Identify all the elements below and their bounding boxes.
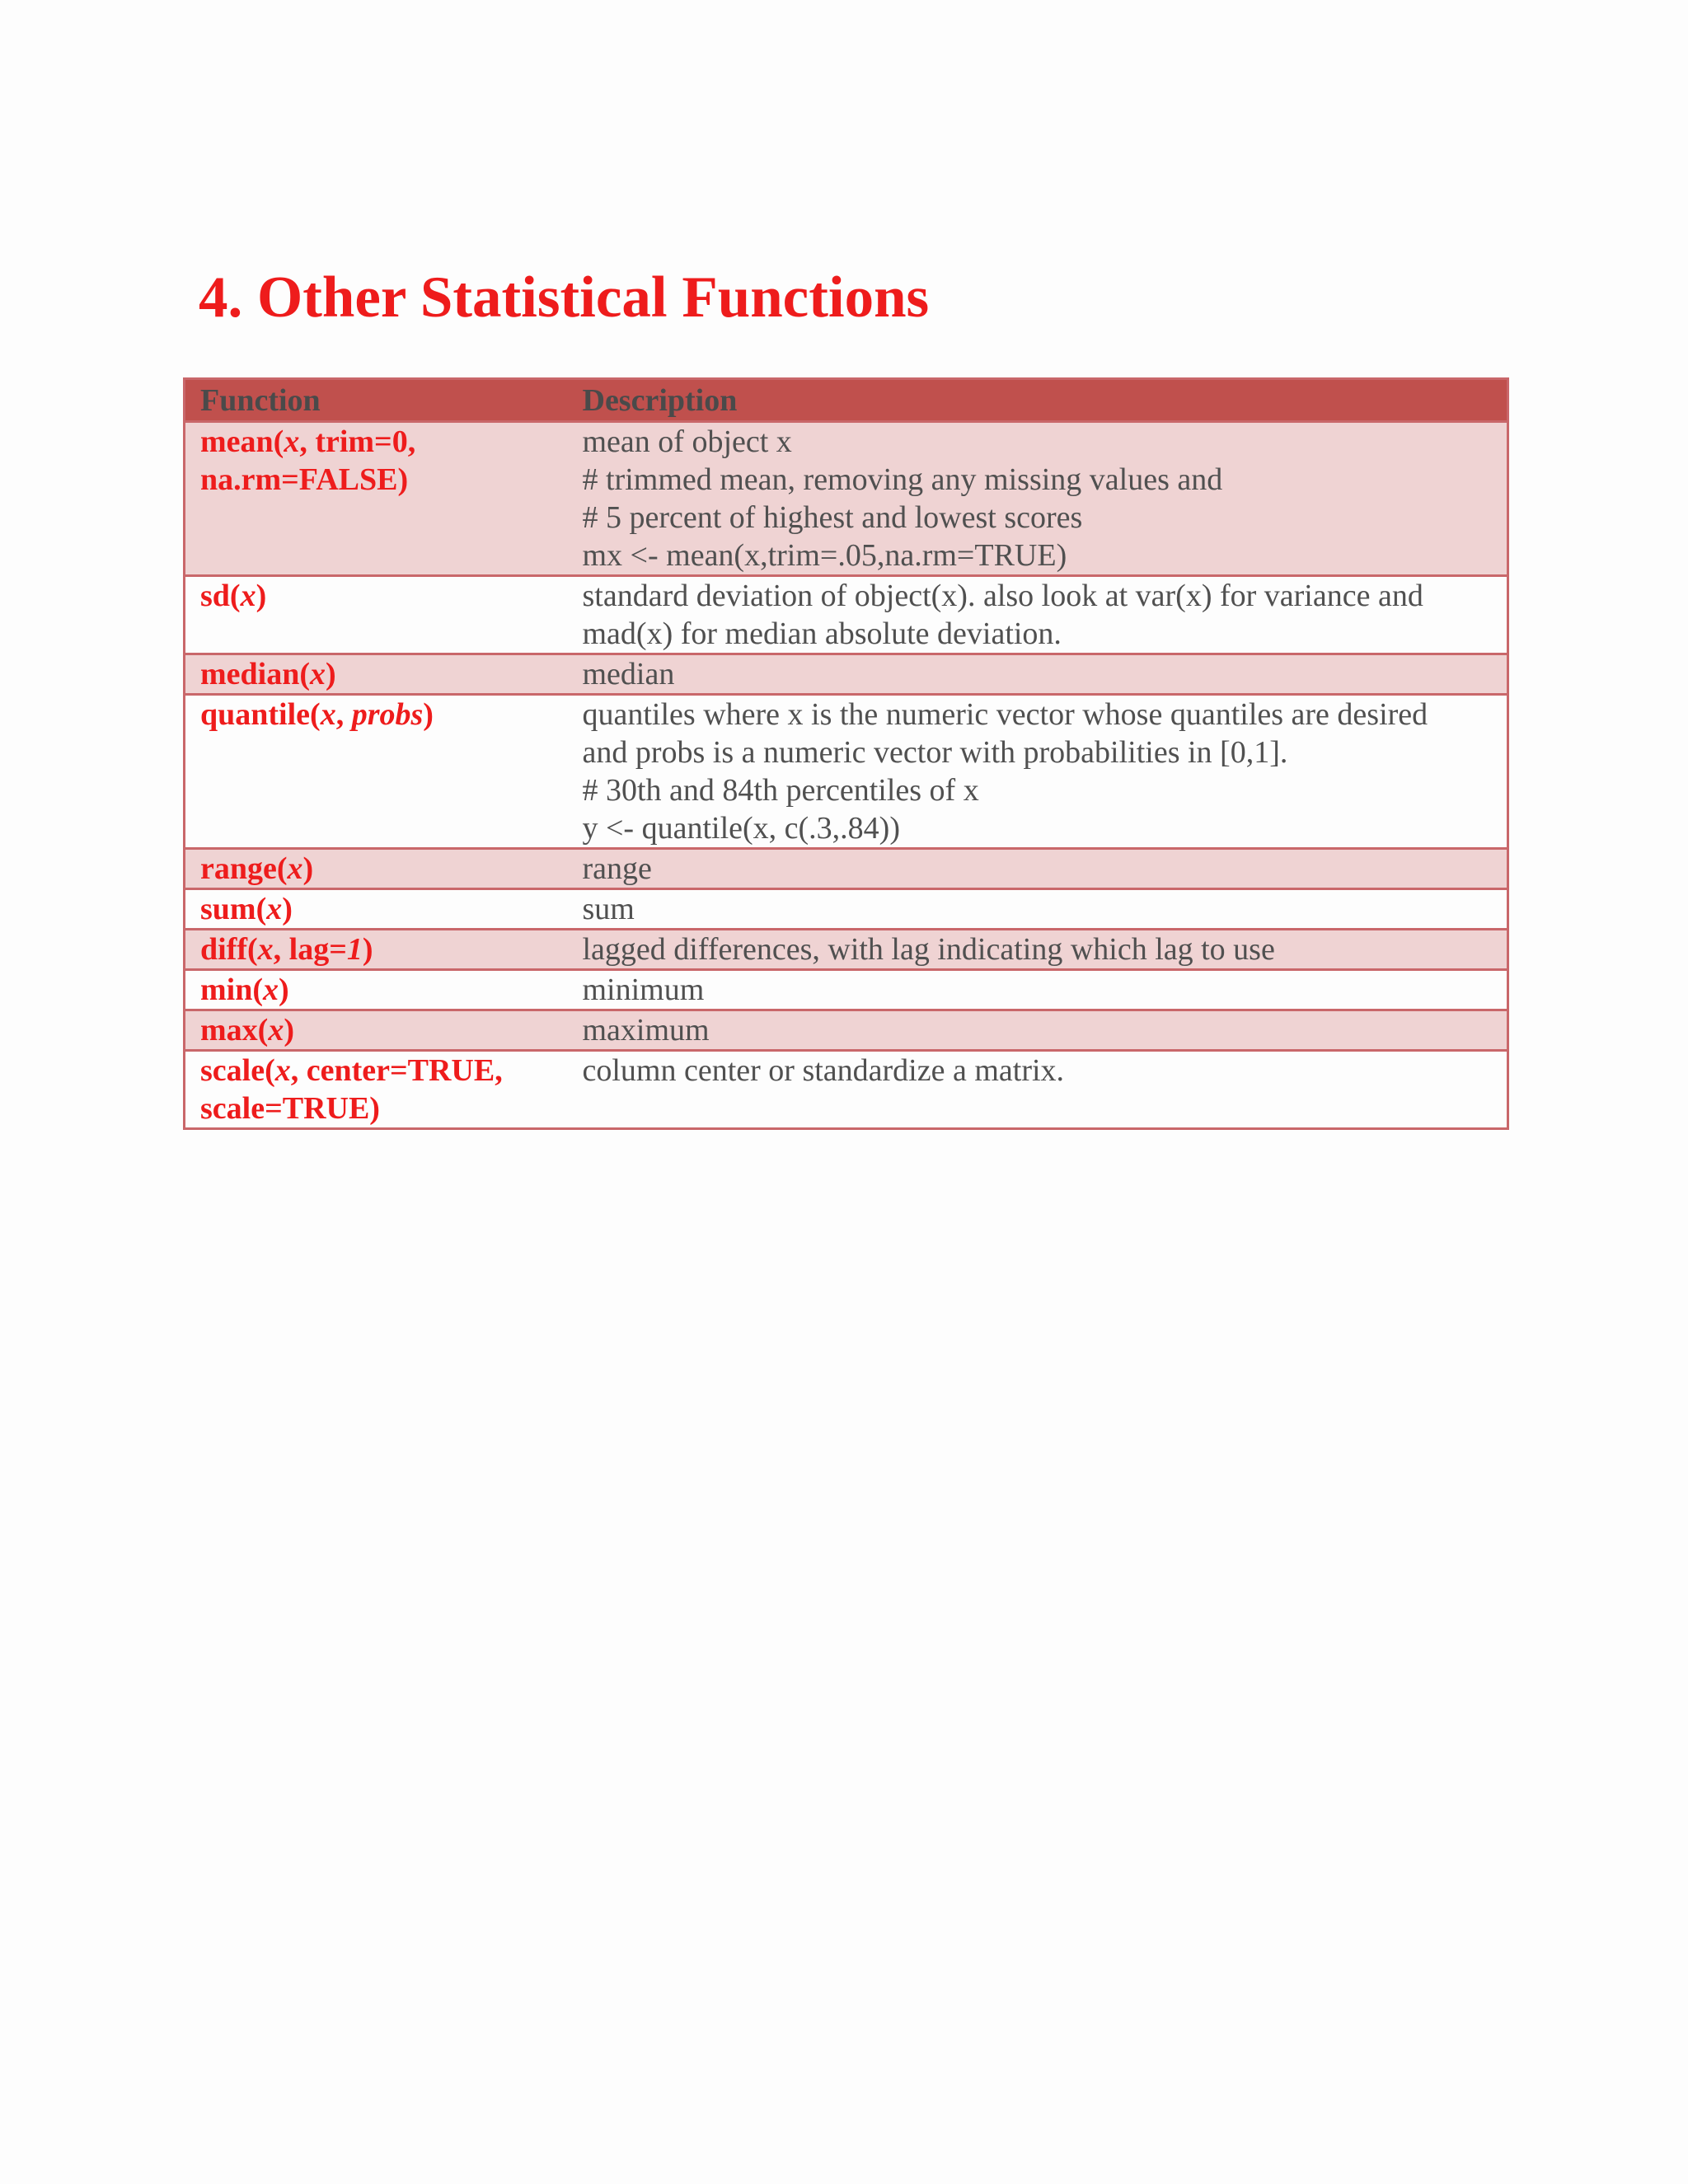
description-line: minimum (582, 972, 705, 1007)
function-cell (185, 970, 568, 1010)
description-cell (568, 930, 1508, 970)
table-row (185, 576, 1508, 654)
function-text: min( (200, 972, 263, 1007)
function-arg: x (268, 1013, 284, 1047)
description-cell (568, 970, 1508, 1010)
function-text: , center=TRUE, (290, 1053, 503, 1088)
function-line (200, 1052, 553, 1090)
table-row (185, 422, 1508, 576)
table-row (185, 889, 1508, 930)
function-text: ) (302, 851, 314, 886)
function-text: , lag= (273, 932, 347, 967)
description-line: median (582, 657, 675, 691)
description-line: sum (582, 892, 635, 926)
description-line: # 5 percent of highest and lowest scores (582, 500, 1083, 535)
function-text: , trim=0, (299, 424, 416, 459)
description-cell (568, 849, 1508, 889)
function-line (200, 655, 553, 693)
function-text: ) (256, 579, 267, 613)
function-text: median( (200, 657, 310, 691)
description-line: and probs is a numeric vector with probabilities in [0,1]. (582, 735, 1288, 770)
function-line (200, 1011, 553, 1049)
table-row (185, 654, 1508, 695)
function-cell (185, 1010, 568, 1051)
table-row (185, 1010, 1508, 1051)
function-arg: x (284, 424, 300, 459)
description-line: standard deviation of object(x). also look at var(x) for variance and (582, 579, 1423, 613)
function-cell (185, 576, 568, 654)
function-arg: x (263, 972, 279, 1007)
table-row (185, 970, 1508, 1010)
function-arg: x (240, 579, 256, 613)
description-cell (568, 654, 1508, 695)
function-line (200, 971, 553, 1009)
function-cell (185, 849, 568, 889)
function-text: sd( (200, 579, 241, 613)
description-line: lagged differences, with lag indicating which lag to use (582, 932, 1275, 967)
function-text: quantile( (200, 697, 321, 732)
function-arg: 1 (346, 932, 363, 967)
function-arg: x (257, 932, 274, 967)
description-line: column center or standardize a matrix. (582, 1053, 1065, 1088)
description-line: # 30th and 84th percentiles of x (582, 773, 979, 808)
function-arg: x (310, 657, 326, 691)
description-cell (568, 889, 1508, 930)
description-cell (568, 1010, 1508, 1051)
function-text: diff( (200, 932, 258, 967)
function-text: , (335, 697, 352, 732)
table-row (185, 930, 1508, 970)
description-line: y <- quantile(x, c(.3,.84)) (582, 811, 900, 846)
function-cell (185, 889, 568, 930)
table-row (185, 1051, 1508, 1129)
function-text: range( (200, 851, 288, 886)
function-text: ) (326, 657, 336, 691)
function-text: mean( (200, 424, 284, 459)
description-line: mad(x) for median absolute deviation. (582, 616, 1062, 651)
description-line: maximum (582, 1013, 710, 1047)
description-cell (568, 695, 1508, 849)
function-arg: x (274, 1053, 291, 1088)
function-text: max( (200, 1013, 269, 1047)
description-line: mean of object x (582, 424, 792, 459)
function-text: ) (279, 972, 289, 1007)
function-cell (185, 654, 568, 695)
function-cell (185, 1051, 568, 1129)
function-line (200, 423, 553, 461)
function-cell (185, 422, 568, 576)
header-function: Function (185, 379, 568, 422)
table-row (185, 849, 1508, 889)
table-row (185, 695, 1508, 849)
function-text: ) (362, 932, 373, 967)
function-line (200, 577, 553, 615)
description-line: mx <- mean(x,trim=.05,na.rm=TRUE) (582, 538, 1067, 573)
function-arg: probs (351, 697, 424, 732)
table-header-row (185, 379, 1508, 422)
header-description: Description (568, 379, 1508, 422)
description-cell (568, 576, 1508, 654)
description-cell (568, 422, 1508, 576)
function-cell (185, 695, 568, 849)
function-line: na.rm=FALSE) (200, 462, 409, 497)
function-text: scale( (200, 1053, 275, 1088)
function-arg: x (287, 851, 303, 886)
function-line: scale=TRUE) (200, 1091, 380, 1126)
function-line (200, 890, 553, 928)
section-heading: 4. Other Statistical Functions (199, 265, 930, 330)
description-line: range (582, 851, 652, 886)
function-line (200, 850, 553, 888)
function-cell (185, 930, 568, 970)
function-line (200, 696, 553, 733)
function-text: ) (282, 892, 293, 926)
description-cell (568, 1051, 1508, 1129)
functions-table (183, 377, 1509, 1130)
function-text: sum( (200, 892, 267, 926)
function-arg: x (320, 697, 336, 732)
description-line: # trimmed mean, removing any missing values and (582, 462, 1223, 497)
function-text: ) (423, 697, 434, 732)
function-line (200, 930, 553, 968)
function-arg: x (266, 892, 283, 926)
function-text: ) (284, 1013, 294, 1047)
description-line: quantiles where x is the numeric vector whose quantiles are desired (582, 697, 1428, 732)
